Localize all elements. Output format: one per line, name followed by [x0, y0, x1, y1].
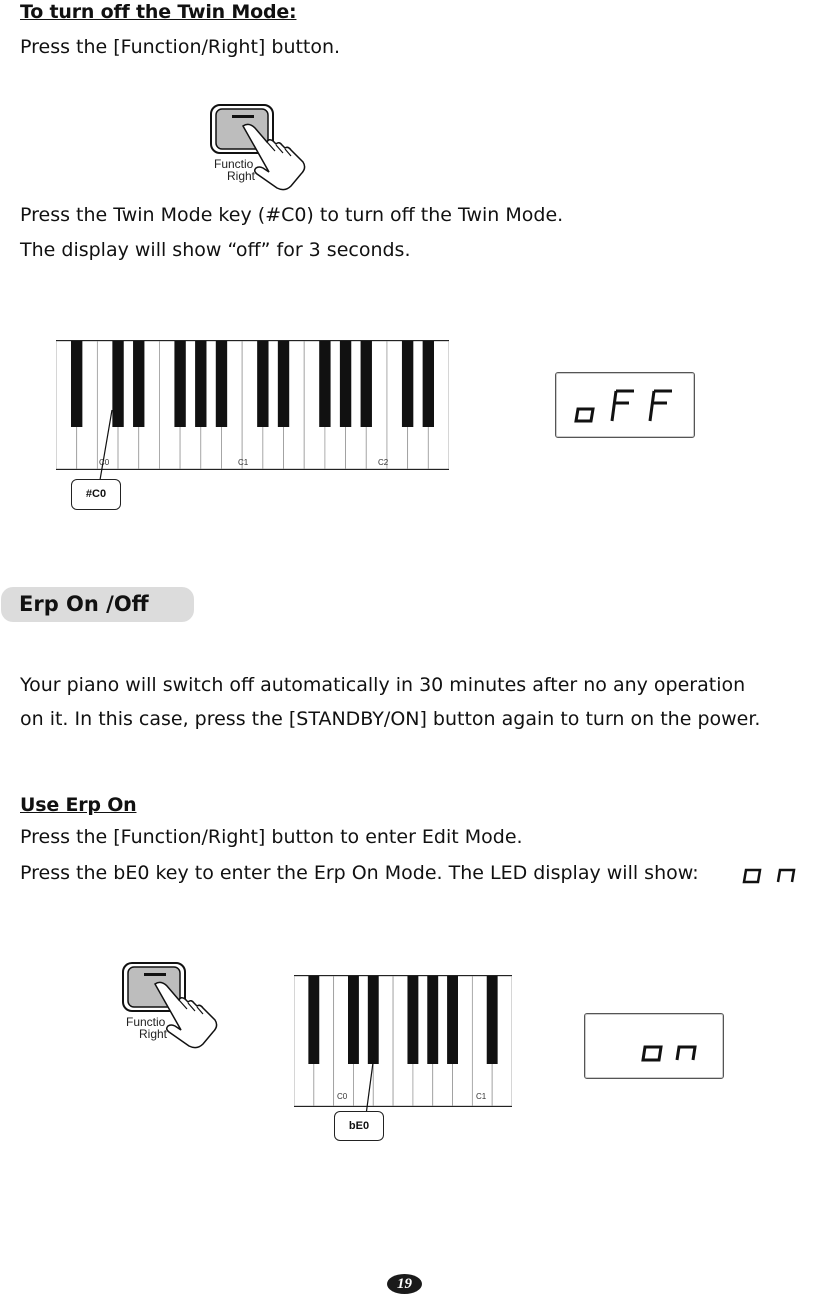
black-key	[195, 341, 206, 427]
button-label-line1: Functio	[214, 157, 254, 171]
twin-off-step2: Press the Twin Mode key (#C0) to turn off the Twin Mode.	[20, 204, 564, 226]
black-key	[308, 976, 319, 1064]
use-erp-step1: Press the [Function/Right] button to enter Edit Mode.	[20, 826, 523, 848]
twin-off-step3: The display will show “off” for 3 seconds.	[20, 239, 411, 261]
inline-seven-segment-on	[742, 864, 802, 886]
key-label-c1: C1	[476, 1092, 487, 1101]
piano-keys-graphic	[294, 976, 512, 1106]
pressing-hand-icon	[205, 100, 320, 192]
erp-intro-line2: on it. In this case, press the [STANDBY/ON] button again to turn on the power.	[20, 708, 761, 730]
black-key	[319, 341, 330, 427]
black-key	[402, 341, 413, 427]
black-key	[340, 341, 351, 427]
black-key	[361, 341, 372, 427]
button-label-line2: Right	[139, 1027, 168, 1041]
black-key	[447, 976, 458, 1064]
section-title-erp: Erp On /Off	[1, 587, 194, 622]
key-label-c2: C2	[378, 458, 389, 467]
key-label-c0: C0	[337, 1092, 348, 1101]
black-key	[174, 341, 185, 427]
black-key	[278, 341, 289, 427]
seven-segment-on	[585, 1014, 723, 1078]
pressing-hand-icon	[117, 958, 232, 1050]
lcd-display-on	[584, 1013, 724, 1079]
inline-display-text: on	[742, 864, 744, 865]
callout-pointer-line	[360, 1040, 390, 1115]
key-label-c0: C0	[99, 458, 110, 467]
callout-pointer-line	[90, 400, 130, 480]
black-key	[71, 341, 82, 427]
use-erp-on-heading: Use Erp On	[20, 794, 137, 816]
black-key	[407, 976, 418, 1064]
black-key	[487, 976, 498, 1064]
function-right-button-illustration-2	[117, 958, 232, 1050]
black-key	[133, 341, 144, 427]
lcd-display-off	[555, 372, 695, 438]
callout-be0: bE0	[334, 1111, 384, 1141]
black-key	[216, 341, 227, 427]
twin-off-heading: To turn off the Twin Mode:	[20, 1, 297, 23]
black-key	[427, 976, 438, 1064]
twin-off-step1: Press the [Function/Right] button.	[20, 36, 341, 58]
piano-keyboard-2	[294, 975, 512, 1107]
erp-intro-line1: Your piano will switch off automatically in 30 minutes after no any operation	[20, 674, 746, 696]
seven-segment-off	[556, 373, 694, 437]
black-key	[423, 341, 434, 427]
button-label-line1: Functio	[126, 1015, 166, 1029]
page-number: 19	[387, 1274, 422, 1294]
button-label-line2: Right	[227, 169, 256, 183]
key-label-c1: C1	[238, 458, 249, 467]
callout-csharp-c0: #C0	[71, 479, 121, 510]
use-erp-step2: Press the bE0 key to enter the Erp On Mode. The LED display will show:	[20, 862, 699, 884]
black-key	[257, 341, 268, 427]
black-key	[348, 976, 359, 1064]
function-right-button-illustration	[205, 100, 320, 192]
